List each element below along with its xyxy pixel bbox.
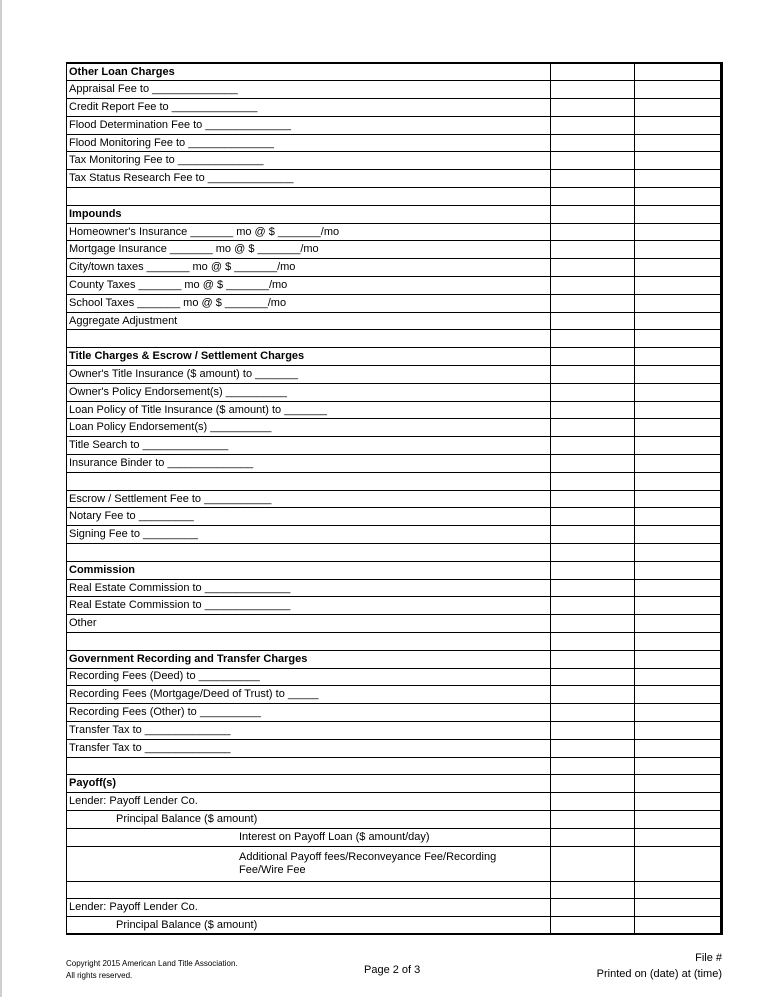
row-label: Title Search to ______________ <box>67 437 551 455</box>
row-label: Transfer Tax to ______________ <box>67 721 551 739</box>
table-row <box>67 241 722 259</box>
amount-cell-2[interactable] <box>635 544 722 562</box>
table-row <box>67 116 722 134</box>
amount-cell-2[interactable] <box>635 330 722 348</box>
amount-cell-1[interactable] <box>551 188 635 206</box>
amount-cell-2[interactable] <box>635 633 722 651</box>
section-heading: Other Loan Charges <box>67 63 551 81</box>
amount-cell-2[interactable] <box>635 739 722 757</box>
amount-cell-2[interactable] <box>635 312 722 330</box>
blank-row <box>67 544 722 562</box>
settlement-charges-table <box>66 62 723 935</box>
amount-cell-2[interactable] <box>635 366 722 384</box>
row-label: Principal Balance ($ amount) <box>67 810 551 828</box>
amount-cell-1[interactable] <box>551 366 635 384</box>
table-row <box>67 721 722 739</box>
amount-cell-2[interactable] <box>635 134 722 152</box>
row-label: Lender: Payoff Lender Co. <box>67 899 551 917</box>
amount-cell-2[interactable] <box>635 615 722 633</box>
amount-cell-1[interactable] <box>551 116 635 134</box>
amount-cell-1[interactable] <box>551 490 635 508</box>
amount-cell-2[interactable] <box>635 401 722 419</box>
copyright-line-2: All rights reserved. <box>66 971 133 980</box>
amount-cell-1[interactable] <box>551 472 635 490</box>
page-number: Page 2 of 3 <box>364 964 421 976</box>
table-row <box>67 401 722 419</box>
table-row <box>67 81 722 99</box>
amount-cell-2[interactable] <box>635 63 722 81</box>
table-row <box>67 579 722 597</box>
amount-cell-2[interactable] <box>635 490 722 508</box>
row-label <box>67 757 551 775</box>
blank-row <box>67 757 722 775</box>
row-label: Flood Determination Fee to ______________ <box>67 116 551 134</box>
amount-cell-2[interactable] <box>635 526 722 544</box>
amount-cell-2[interactable] <box>635 561 722 579</box>
table-row <box>67 259 722 277</box>
amount-cell-2[interactable] <box>635 704 722 722</box>
table-row <box>67 917 722 935</box>
amount-cell-1[interactable] <box>551 419 635 437</box>
amount-cell-2[interactable] <box>635 846 722 881</box>
row-label <box>67 633 551 651</box>
blank-row <box>67 881 722 899</box>
table-row <box>67 615 722 633</box>
page-edge <box>0 0 2 997</box>
blank-row <box>67 330 722 348</box>
amount-cell-1[interactable] <box>551 739 635 757</box>
amount-cell-1[interactable] <box>551 63 635 81</box>
amount-cell-1[interactable] <box>551 508 635 526</box>
amount-cell-2[interactable] <box>635 277 722 295</box>
row-label: Principal Balance ($ amount) <box>67 917 551 935</box>
amount-cell-1[interactable] <box>551 561 635 579</box>
row-label: Tax Status Research Fee to ______________ <box>67 170 551 188</box>
amount-cell-2[interactable] <box>635 188 722 206</box>
amount-cell-1[interactable] <box>551 650 635 668</box>
amount-cell-2[interactable] <box>635 170 722 188</box>
amount-cell-1[interactable] <box>551 223 635 241</box>
amount-cell-2[interactable] <box>635 383 722 401</box>
row-label: Mortgage Insurance _______ mo @ $ _______/mo <box>67 241 551 259</box>
row-label <box>67 881 551 899</box>
amount-cell-1[interactable] <box>551 437 635 455</box>
amount-cell-2[interactable] <box>635 223 722 241</box>
table-row <box>67 455 722 473</box>
amount-cell-1[interactable] <box>551 579 635 597</box>
row-label: Notary Fee to _________ <box>67 508 551 526</box>
row-label <box>67 188 551 206</box>
amount-cell-2[interactable] <box>635 917 722 935</box>
amount-cell-2[interactable] <box>635 508 722 526</box>
row-label <box>67 472 551 490</box>
table-row <box>67 437 722 455</box>
amount-cell-1[interactable] <box>551 205 635 223</box>
section-heading: Title Charges & Escrow / Settlement Charges <box>67 348 551 366</box>
table-row <box>67 899 722 917</box>
amount-cell-1[interactable] <box>551 704 635 722</box>
row-label: School Taxes _______ mo @ $ _______/mo <box>67 294 551 312</box>
amount-cell-1[interactable] <box>551 757 635 775</box>
amount-cell-2[interactable] <box>635 455 722 473</box>
amount-cell-2[interactable] <box>635 579 722 597</box>
amount-cell-2[interactable] <box>635 472 722 490</box>
amount-cell-2[interactable] <box>635 828 722 846</box>
amount-cell-1[interactable] <box>551 134 635 152</box>
printed-on-label: Printed on (date) at (time) <box>596 968 722 980</box>
table-row <box>67 793 722 811</box>
section-heading: Government Recording and Transfer Charges <box>67 650 551 668</box>
amount-cell-2[interactable] <box>635 881 722 899</box>
table-row <box>67 170 722 188</box>
table-row <box>67 846 722 881</box>
amount-cell-1[interactable] <box>551 294 635 312</box>
amount-cell-2[interactable] <box>635 668 722 686</box>
copyright-notice <box>66 958 238 982</box>
amount-cell-2[interactable] <box>635 775 722 793</box>
section-header-row <box>67 63 722 81</box>
amount-cell-1[interactable] <box>551 277 635 295</box>
amount-cell-1[interactable] <box>551 401 635 419</box>
amount-cell-2[interactable] <box>635 294 722 312</box>
amount-cell-2[interactable] <box>635 810 722 828</box>
section-heading: Impounds <box>67 205 551 223</box>
row-label: County Taxes _______ mo @ $ _______/mo <box>67 277 551 295</box>
row-label: Homeowner's Insurance _______ mo @ $ _______/mo <box>67 223 551 241</box>
amount-cell-2[interactable] <box>635 721 722 739</box>
amount-cell-1[interactable] <box>551 686 635 704</box>
amount-cell-1[interactable] <box>551 99 635 117</box>
amount-cell-1[interactable] <box>551 544 635 562</box>
amount-cell-1[interactable] <box>551 526 635 544</box>
amount-cell-1[interactable] <box>551 152 635 170</box>
section-header-row <box>67 561 722 579</box>
amount-cell-1[interactable] <box>551 348 635 366</box>
amount-cell-2[interactable] <box>635 597 722 615</box>
table-row <box>67 312 722 330</box>
amount-cell-1[interactable] <box>551 810 635 828</box>
table-row <box>67 383 722 401</box>
amount-cell-2[interactable] <box>635 152 722 170</box>
row-label: Insurance Binder to ______________ <box>67 455 551 473</box>
row-label-text: Additional Payoff fees/Reconveyance Fee/Recording Fee/Wire Fee <box>239 850 497 876</box>
amount-cell-2[interactable] <box>635 241 722 259</box>
amount-cell-1[interactable] <box>551 81 635 99</box>
table-row <box>67 99 722 117</box>
table-row <box>67 668 722 686</box>
amount-cell-1[interactable] <box>551 633 635 651</box>
table-row <box>67 704 722 722</box>
amount-cell-1[interactable] <box>551 615 635 633</box>
amount-cell-1[interactable] <box>551 330 635 348</box>
amount-cell-1[interactable] <box>551 312 635 330</box>
amount-cell-1[interactable] <box>551 455 635 473</box>
section-header-row <box>67 205 722 223</box>
row-label: Appraisal Fee to ______________ <box>67 81 551 99</box>
amount-cell-1[interactable] <box>551 846 635 881</box>
amount-cell-1[interactable] <box>551 775 635 793</box>
amount-cell-1[interactable] <box>551 383 635 401</box>
amount-cell-2[interactable] <box>635 99 722 117</box>
table-row <box>67 490 722 508</box>
row-label: Owner's Title Insurance ($ amount) to _______ <box>67 366 551 384</box>
row-label: City/town taxes _______ mo @ $ _______/mo <box>67 259 551 277</box>
table-row <box>67 134 722 152</box>
row-label: Recording Fees (Deed) to __________ <box>67 668 551 686</box>
row-label: Aggregate Adjustment <box>67 312 551 330</box>
amount-cell-2[interactable] <box>635 116 722 134</box>
section-heading: Commission <box>67 561 551 579</box>
amount-cell-1[interactable] <box>551 917 635 935</box>
row-label: Tax Monitoring Fee to ______________ <box>67 152 551 170</box>
amount-cell-2[interactable] <box>635 437 722 455</box>
row-label <box>67 544 551 562</box>
table-row <box>67 277 722 295</box>
row-label: Escrow / Settlement Fee to ___________ <box>67 490 551 508</box>
amount-cell-1[interactable] <box>551 170 635 188</box>
amount-cell-2[interactable] <box>635 793 722 811</box>
amount-cell-2[interactable] <box>635 686 722 704</box>
amount-cell-1[interactable] <box>551 828 635 846</box>
row-label: Loan Policy Endorsement(s) __________ <box>67 419 551 437</box>
row-label: Transfer Tax to ______________ <box>67 739 551 757</box>
row-label: Other <box>67 615 551 633</box>
table-body <box>67 63 722 934</box>
amount-cell-1[interactable] <box>551 259 635 277</box>
table-row <box>67 739 722 757</box>
table-row <box>67 686 722 704</box>
amount-cell-2[interactable] <box>635 205 722 223</box>
row-label: Signing Fee to _________ <box>67 526 551 544</box>
amount-cell-2[interactable] <box>635 81 722 99</box>
amount-cell-2[interactable] <box>635 348 722 366</box>
table-row <box>67 597 722 615</box>
amount-cell-1[interactable] <box>551 241 635 259</box>
table-row <box>67 419 722 437</box>
table-row <box>67 526 722 544</box>
section-header-row <box>67 348 722 366</box>
amount-cell-1[interactable] <box>551 597 635 615</box>
amount-cell-2[interactable] <box>635 650 722 668</box>
table-row <box>67 294 722 312</box>
table-row <box>67 828 722 846</box>
table-row <box>67 508 722 526</box>
row-label: Recording Fees (Mortgage/Deed of Trust) to _____ <box>67 686 551 704</box>
amount-cell-1[interactable] <box>551 899 635 917</box>
row-label: Real Estate Commission to ______________ <box>67 597 551 615</box>
amount-cell-1[interactable] <box>551 668 635 686</box>
amount-cell-2[interactable] <box>635 899 722 917</box>
footer-file-info <box>597 950 722 982</box>
file-number-label: File # <box>695 952 722 964</box>
row-label: Real Estate Commission to ______________ <box>67 579 551 597</box>
row-label: Flood Monitoring Fee to ______________ <box>67 134 551 152</box>
table-row <box>67 152 722 170</box>
amount-cell-2[interactable] <box>635 419 722 437</box>
blank-row <box>67 188 722 206</box>
row-label: Interest on Payoff Loan ($ amount/day) <box>67 828 551 846</box>
row-label <box>67 846 551 881</box>
section-heading: Payoff(s) <box>67 775 551 793</box>
blank-row <box>67 472 722 490</box>
amount-cell-2[interactable] <box>635 757 722 775</box>
blank-row <box>67 633 722 651</box>
section-header-row <box>67 775 722 793</box>
row-label: Lender: Payoff Lender Co. <box>67 793 551 811</box>
amount-cell-1[interactable] <box>551 721 635 739</box>
copyright-line-1: Copyright 2015 American Land Title Association. <box>66 959 238 968</box>
section-header-row <box>67 650 722 668</box>
row-label <box>67 330 551 348</box>
table-row <box>67 366 722 384</box>
amount-cell-1[interactable] <box>551 881 635 899</box>
row-label: Credit Report Fee to ______________ <box>67 99 551 117</box>
table-row <box>67 223 722 241</box>
row-label: Loan Policy of Title Insurance ($ amount) to _______ <box>67 401 551 419</box>
table-row <box>67 810 722 828</box>
amount-cell-1[interactable] <box>551 793 635 811</box>
amount-cell-2[interactable] <box>635 259 722 277</box>
row-label: Owner's Policy Endorsement(s) __________ <box>67 383 551 401</box>
row-label: Recording Fees (Other) to __________ <box>67 704 551 722</box>
